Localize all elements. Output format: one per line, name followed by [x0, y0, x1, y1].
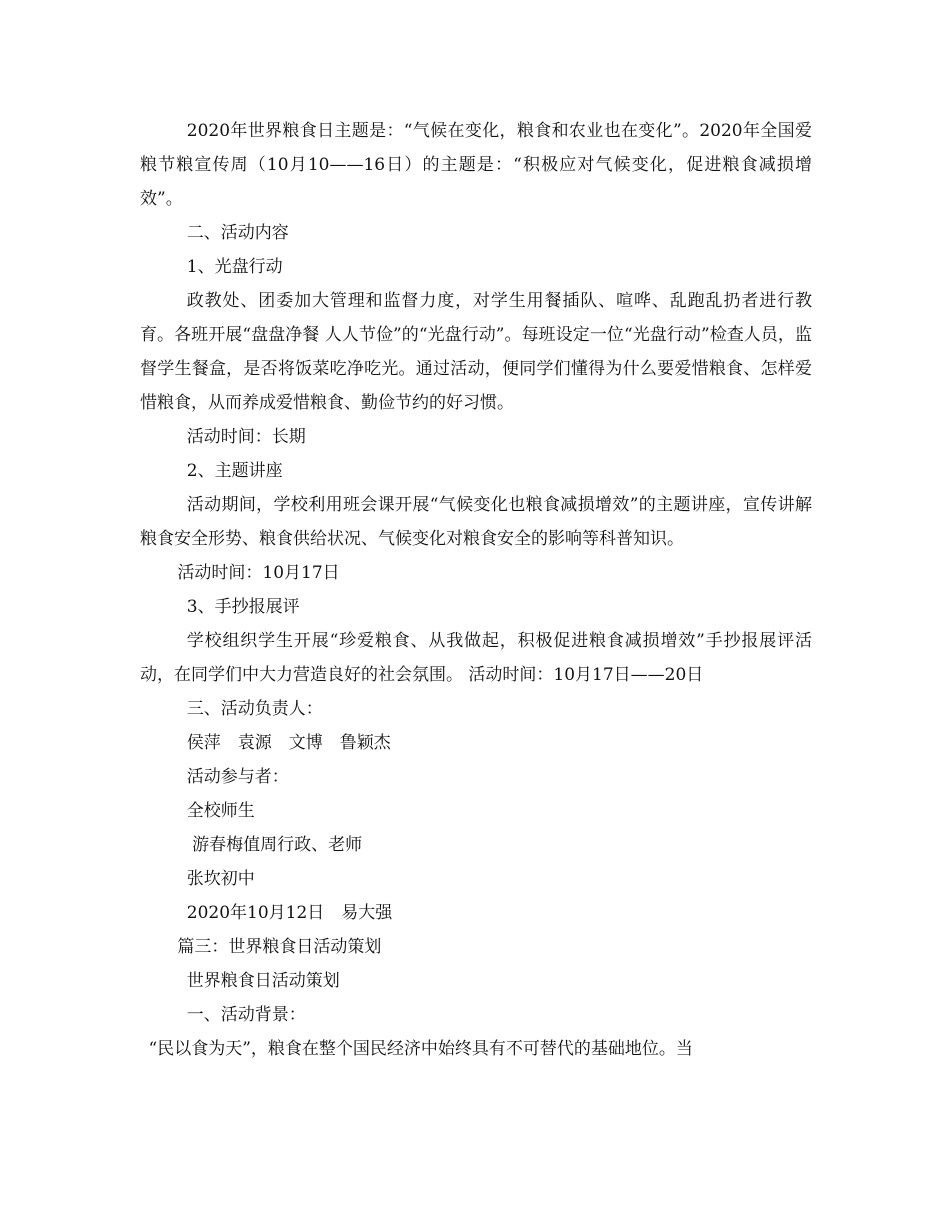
heading-activity-content: 二、活动内容 — [186, 223, 289, 243]
heading-lecture: 2、主题讲座 — [186, 461, 283, 481]
participants-label: 活动参与者： — [186, 767, 289, 787]
paragraph-theme: 2020年世界粮食日主题是：“气候在变化，粮食和农业也在变化”。2020年全国爱粮节粮宣传周（10月10——16日）的主题是：“积极应对气候变化，促进粮食减损增效”。 — [140, 121, 812, 209]
activity-time-oct17: 活动时间：10月17日 — [177, 563, 340, 583]
heading-responsible: 三、活动负责人： — [186, 699, 323, 719]
signature-date: 2020年10月12日 易大强 — [186, 903, 393, 923]
paragraph-clean-plate: 政教处、团委加大管理和监督力度，对学生用餐插队、喧哗、乱跑乱扔者进行教育。各班开展“盘盘净餐 人人节俭”的“光盘行动”。每班设定一位“光盘行动”检查人员，监督学生餐盒，是否将饭菜吃净吃光。通过活动，便同学们懂得为什么要爱惜粮食、怎样爱惜粮食，从而养成爱惜粮食、勤俭节约的好习惯。 — [140, 291, 812, 413]
chapter-three-title: 篇三：世界粮食日活动策划 — [177, 937, 382, 957]
paragraph-handwritten-newspaper: 学校组织学生开展“珍爱粮食、从我做起，积极促进粮食减损增效”手抄报展评活动，在同学们中大力营造良好的社会氛围。 活动时间：10月17日——20日 — [140, 631, 812, 685]
responsible-names: 侯萍 袁源 文博 鲁颖杰 — [186, 733, 391, 753]
school-name: 张坎初中 — [186, 869, 255, 889]
document-body — [140, 114, 812, 1066]
heading-handwritten-newspaper: 3、手抄报展评 — [186, 597, 300, 617]
plan-title: 世界粮食日活动策划 — [186, 971, 340, 991]
participants-all: 全校师生 — [186, 801, 255, 821]
activity-time-long-term: 活动时间：长期 — [186, 427, 306, 447]
participants-teachers: 游春梅值周行政、老师 — [186, 835, 363, 855]
heading-background: 一、活动背景： — [186, 1005, 306, 1025]
heading-clean-plate: 1、光盘行动 — [186, 257, 283, 277]
paragraph-lecture: 活动期间，学校利用班会课开展“气候变化也粮食减损增效”的主题讲座，宣传讲解粮食安全形势、粮食供给状况、气候变化对粮食安全的影响等科普知识。 — [140, 495, 812, 549]
paragraph-background: “民以食为天”，粮食在整个国民经济中始终具有不可替代的基础地位。当 — [148, 1039, 693, 1059]
